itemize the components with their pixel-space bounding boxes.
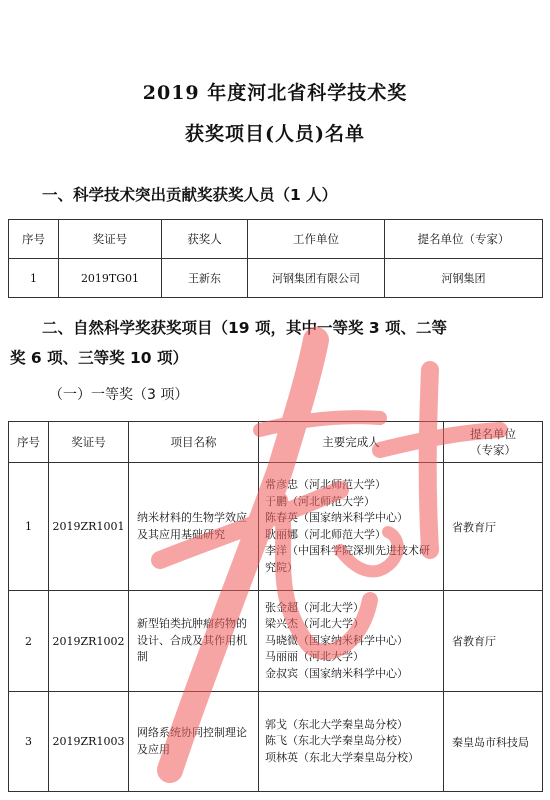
- person-name: 于鹏（河北师范大学）: [265, 494, 375, 508]
- table-row: [9, 259, 543, 298]
- cell-no: 1: [9, 463, 49, 591]
- cell-code: 2019TG01: [59, 259, 162, 298]
- cell-people: [259, 692, 444, 792]
- col-header-winner: 获奖人: [162, 220, 248, 259]
- person-name: 马晓微（国家纳米科学中心）: [265, 633, 408, 647]
- cell-project: 网络系统协同控制理论及应用: [129, 692, 259, 792]
- cell-no: 2: [9, 591, 49, 692]
- person-name: 梁兴杰（河北大学）: [265, 617, 364, 631]
- cell-project: 新型铂类抗肿瘤药物的设计、合成及其作用机制: [129, 591, 259, 692]
- col-header-people: 主要完成人: [259, 422, 444, 463]
- subsection-heading: （一）一等奖（3 项）: [49, 387, 189, 403]
- person-name: 陈飞（东北大学秦皇岛分校）: [265, 734, 408, 748]
- col-header-project: 项目名称: [129, 422, 259, 463]
- cell-no: 3: [9, 692, 49, 792]
- person-name: 常彦忠（河北师范大学）: [265, 478, 386, 491]
- table-row: [9, 591, 543, 692]
- person-name: 郭戈（东北大学秦皇岛分校）: [265, 717, 408, 731]
- cell-people: [259, 463, 444, 591]
- cell-nominator: 秦皇岛市科技局: [444, 692, 543, 792]
- person-name: 耿丽娜（河北师范大学）: [265, 527, 386, 541]
- section1-heading: 一、科学技术突出贡献奖获奖人员（1 人）: [42, 186, 338, 204]
- person-name: 陈春英（国家纳米科学中心）: [265, 511, 408, 524]
- table-row: [9, 692, 543, 792]
- person-name: 李洋（中国科学院深圳先进技术研究院）: [265, 544, 430, 574]
- cell-code: 2019ZR1001: [49, 463, 129, 591]
- col-header-code: 奖证号: [49, 422, 129, 463]
- section2-heading-line1: 二、自然科学奖获奖项目（19 项，其中一等奖 3 项、二等: [42, 319, 448, 337]
- person-name: 项林英（东北大学秦皇岛分校）: [265, 750, 419, 764]
- person-name: 金叔宾（国家纳米科学中心）: [265, 666, 408, 680]
- cell-nominator: 河钢集团: [385, 259, 543, 298]
- cell-winner: 王新东: [162, 259, 248, 298]
- col-header-workplace: 工作单位: [248, 220, 385, 259]
- section2-heading-line2: 奖 6 项、三等奖 10 项）: [10, 349, 188, 367]
- award-table-outstanding: [8, 219, 543, 298]
- cell-nominator: 省教育厅: [444, 591, 543, 692]
- cell-project: 纳米材料的生物学效应及其应用基础研究: [129, 463, 259, 591]
- table-header-row: [9, 422, 543, 463]
- award-table-first-prize: [8, 421, 543, 792]
- document-title-line2: 获奖项目(人员)名单: [185, 123, 365, 145]
- col-header-nominator-line1: 提名单位: [470, 427, 516, 441]
- cell-workplace: 河钢集团有限公司: [248, 259, 385, 298]
- col-header-nominator-line2: （专家）: [470, 443, 516, 457]
- cell-no: 1: [9, 259, 59, 298]
- table-header-row: [9, 220, 543, 259]
- col-header-no: 序号: [9, 220, 59, 259]
- cell-code: 2019ZR1003: [49, 692, 129, 792]
- person-name: 张金超（河北大学）: [265, 600, 364, 614]
- cell-code: 2019ZR1002: [49, 591, 129, 692]
- col-header-no: 序号: [9, 422, 49, 463]
- col-header-code: 奖证号: [59, 220, 162, 259]
- person-name: 马丽丽（河北大学）: [265, 650, 364, 664]
- document-title-line1: 2019 年度河北省科学技术奖: [142, 82, 408, 104]
- col-header-nominator: 提名单位（专家）: [385, 220, 543, 259]
- section2-heading: [10, 313, 520, 373]
- cell-nominator: 省教育厅: [444, 463, 543, 591]
- table-row: [9, 463, 543, 591]
- cell-people: [259, 591, 444, 692]
- col-header-nominator: [444, 422, 543, 463]
